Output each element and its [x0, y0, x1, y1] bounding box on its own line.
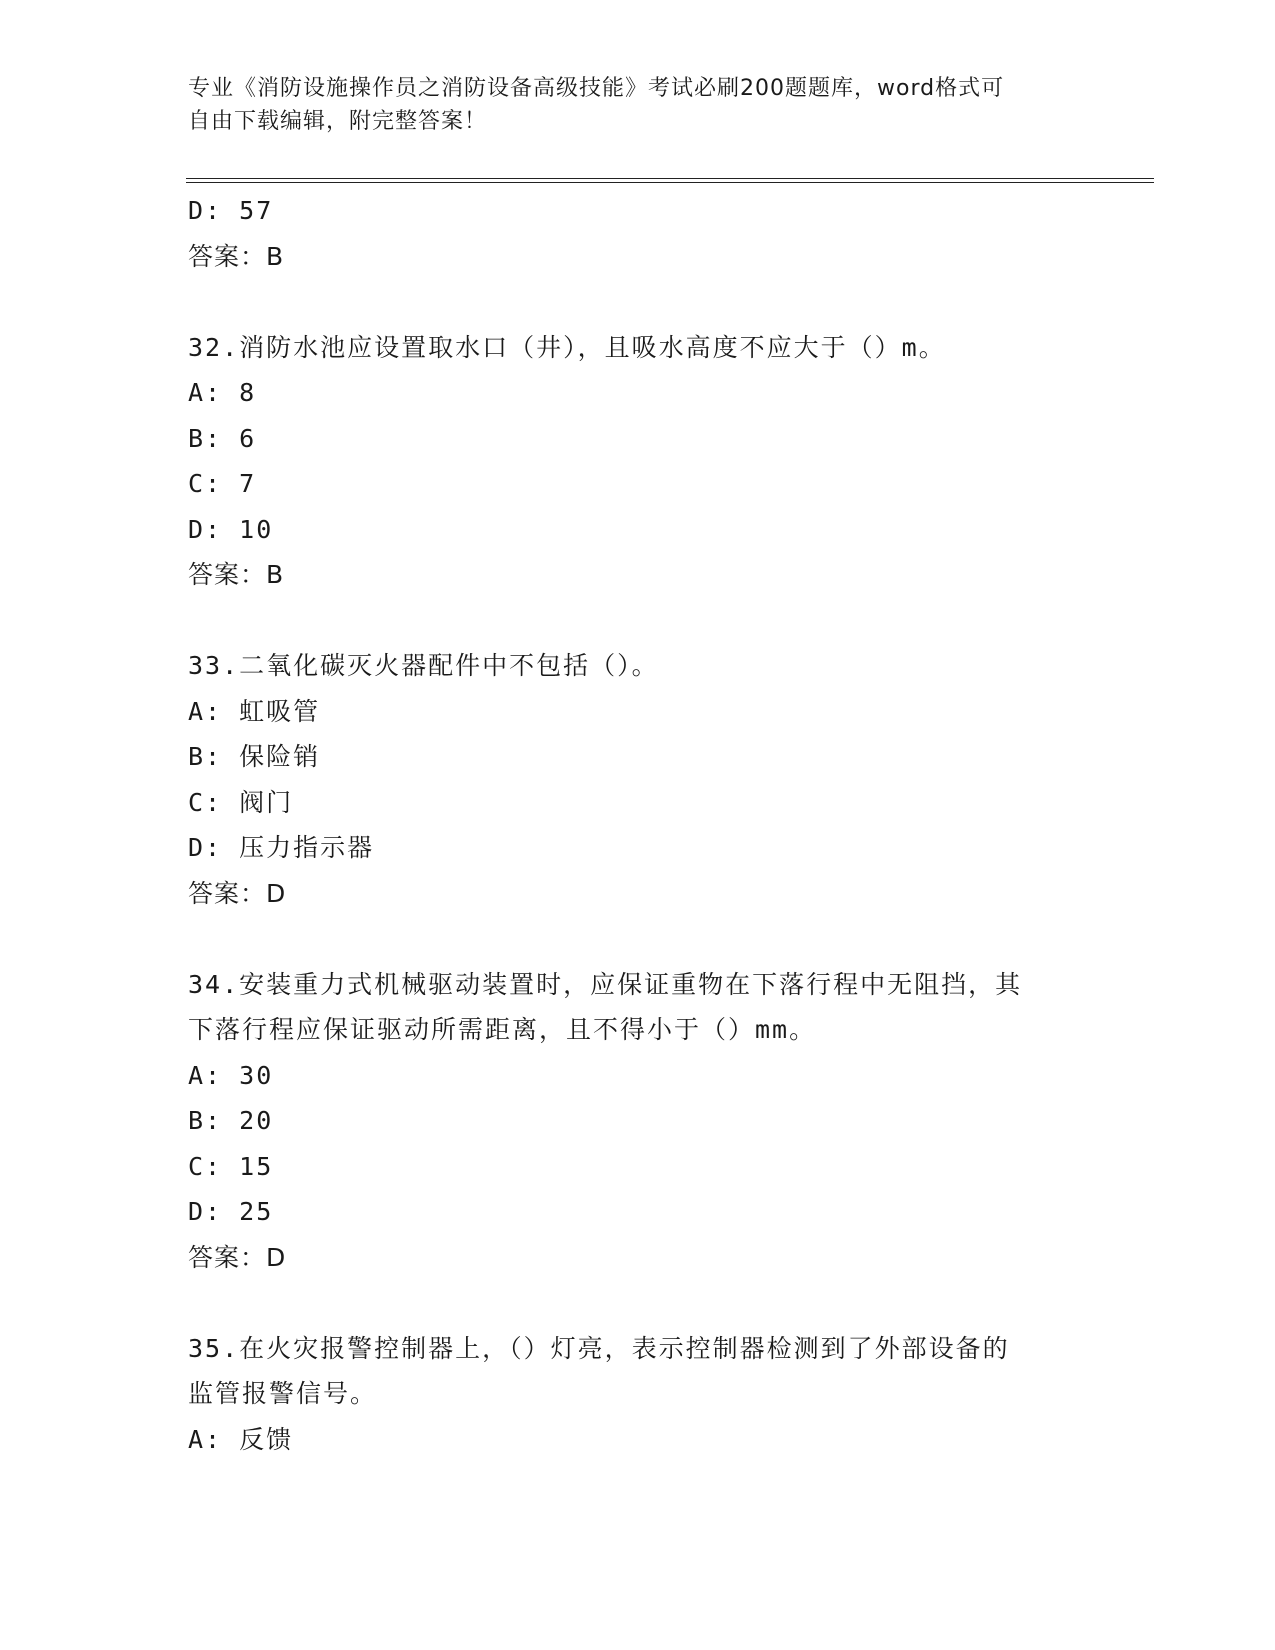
document-header — [188, 72, 1068, 138]
document-body — [188, 188, 1088, 1462]
option-a: A: 30 — [188, 1060, 274, 1090]
question-text: 32.消防水池应设置取水口（井），且吸水高度不应大于（）m。 — [188, 332, 946, 362]
question-text-line-2: 监管报警信号。 — [188, 1379, 378, 1408]
option-b: B: 6 — [188, 423, 257, 453]
header-line-2: 自由下载编辑，附完整答案！ — [188, 109, 488, 134]
option-a: A: 虹吸管 — [188, 696, 321, 726]
spacer — [188, 1280, 1088, 1326]
spacer — [188, 598, 1088, 644]
spacer — [188, 916, 1088, 962]
option-d: D: 10 — [188, 514, 274, 544]
header-line-1: 专业《消防设施操作员之消防设备高级技能》考试必刷200题题库，word格式可 — [188, 76, 1005, 101]
question-text-line-1: 34.安装重力式机械驱动装置时，应保证重物在下落行程中无阻挡，其 — [188, 969, 1023, 999]
option-c: C: 7 — [188, 469, 257, 498]
prev-answer: 答案：B — [188, 241, 285, 271]
option-d: D: 压力指示器 — [188, 833, 375, 862]
option-b: B: 保险销 — [188, 742, 321, 771]
spacer — [188, 279, 1088, 325]
option-a: A: 8 — [188, 378, 257, 407]
question-34 — [188, 962, 1088, 1281]
answer: 答案：B — [188, 560, 285, 589]
question-35 — [188, 1326, 1088, 1463]
header-rule-top — [186, 178, 1154, 179]
answer: 答案：D — [188, 878, 287, 908]
option-c: C: 15 — [188, 1151, 274, 1181]
question-33 — [188, 643, 1088, 916]
option-a: A: 反馈 — [188, 1424, 294, 1454]
question-32 — [188, 325, 1088, 598]
option-d: D: 25 — [188, 1197, 274, 1226]
question-text: 33.二氧化碳灭火器配件中不包括（）。 — [188, 651, 659, 680]
prev-option-d: D: 57 — [188, 196, 274, 225]
option-c: C: 阀门 — [188, 787, 294, 817]
question-text-line-2: 下落行程应保证驱动所需距离，且不得小于（）mm。 — [188, 1015, 817, 1044]
answer: 答案：D — [188, 1242, 287, 1272]
header-rule-bottom — [186, 182, 1154, 183]
question-text-line-1: 35.在火灾报警控制器上，（）灯亮，表示控制器检测到了外部设备的 — [188, 1333, 1010, 1363]
option-b: B: 20 — [188, 1106, 274, 1135]
